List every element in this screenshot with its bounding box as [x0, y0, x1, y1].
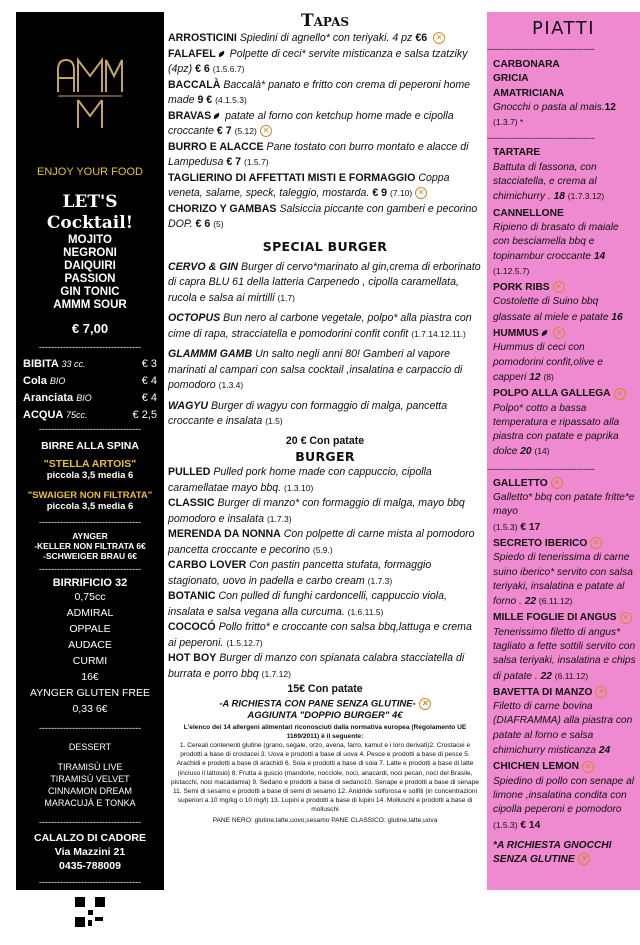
allergen-codes: (1.5.3)	[493, 819, 518, 830]
dish-price: 18	[553, 191, 565, 203]
dish-price: € 14	[520, 819, 541, 831]
tapas-list	[168, 31, 482, 233]
drink-label: Aranciata	[23, 392, 74, 404]
pasta-name: GRICIA	[493, 73, 529, 85]
dish-header	[493, 760, 637, 774]
dish-desc: Gnocchi o pasta al mais.	[493, 101, 605, 113]
dish-name: CARBO LOVER	[168, 559, 247, 571]
allergen-codes: (1.5.6.7)	[212, 64, 245, 74]
cocktail-item: MOJITO	[68, 234, 112, 246]
allergen-codes: (6.11.12)	[538, 596, 573, 607]
dish-price: 16	[611, 311, 623, 323]
burger-item	[168, 527, 482, 558]
special-burger-item	[168, 347, 482, 394]
pasta-block	[487, 58, 640, 130]
dish-desc: Baccalà* panato e fritto con crema di peperoni home made	[168, 78, 471, 106]
dish-desc: Con pastin pancetta stufata, formaggio stagionato, uovo in padella e carbo cream	[168, 559, 432, 587]
divider: ------------------------------------	[487, 463, 595, 474]
piatti-title: PIATTI	[531, 18, 596, 39]
cocktail-title: LET'S Cocktail!	[46, 192, 134, 233]
divider: ----------------------------------	[39, 342, 141, 352]
piatti-item	[487, 387, 640, 459]
dish-price: 24	[598, 745, 611, 757]
tapas-item	[168, 78, 482, 109]
dish-body	[493, 341, 637, 385]
gluten-free-icon: ✕	[433, 32, 445, 44]
piatti-list	[487, 146, 640, 459]
dish-name: PULLED	[168, 466, 211, 478]
piatti-item	[487, 686, 640, 758]
divider: ----------------------------------	[39, 424, 141, 434]
allergen-codes: (5.9.)	[312, 544, 333, 555]
special-price: 20 € Con patate	[285, 434, 365, 447]
birrificio-item: AYNGER GLUTEN FREE	[30, 687, 150, 699]
dish-header	[493, 477, 637, 491]
beer-stella: "STELLA ARTOIS"	[43, 458, 137, 470]
dish-price: 12	[604, 101, 616, 113]
divider: ------------------------------------	[487, 44, 595, 54]
vegetarian-leaf-icon	[213, 112, 221, 119]
tapas-item	[168, 31, 482, 47]
dish-name: WAGYU	[168, 399, 209, 412]
dish-name: BAVETTA DI MANZO	[493, 686, 593, 698]
allergen-codes: (5.12)	[234, 126, 257, 136]
dish-desc: Spiedini di agnello* con teriyaki. 4 pz	[239, 32, 413, 44]
address-street: Via Mazzini 21	[54, 846, 126, 858]
dish-header	[493, 537, 637, 551]
allergen-codes: (1.7.3)	[266, 513, 292, 524]
tapas-item	[168, 47, 482, 78]
dish-desc: Filetto di carne bovina (DIAFRAMMA) alla piastra con patate al forno e salsa chimichurry misticanza	[493, 701, 633, 757]
dish-price: 22	[540, 670, 552, 682]
drink-row	[16, 407, 164, 424]
burger-item	[168, 589, 482, 620]
dish-desc: Spiedo di tenerissima di carne suino iberico* servito con salsa teriyaki, insalatina e patate al forno .	[493, 552, 633, 608]
vegetarian-leaf-icon	[540, 330, 548, 337]
allergen-header: L'elenco dei 14 allergeni alimentari riconosciuti dalla normativa europea (Regolamento UE 1169/2011) è il seguente:	[183, 723, 467, 740]
gluten-free-icon: ✕	[419, 698, 431, 710]
dish-name: HUMMUS	[493, 328, 539, 340]
dessert-item: MARACUJÀ E TONKA	[44, 798, 136, 808]
burger-item	[168, 620, 482, 651]
burger-price: 15€ Con patate	[287, 683, 363, 695]
allergen-codes: (1.6.11.5)	[347, 606, 384, 617]
dish-body	[493, 551, 637, 609]
dish-header	[493, 281, 637, 295]
dish-name: BRAVAS	[168, 109, 212, 122]
dish-body	[493, 626, 637, 684]
allergen-codes: (7.10)	[390, 188, 413, 198]
allergen-codes: (1.7.14.12.11.)	[411, 328, 466, 339]
dish-desc: Tenerissimo filetto di angus* tagliato a fette sottili servito con salsa teriyaki, insalatina e chips di patate .	[493, 626, 636, 682]
dish-header	[493, 611, 637, 625]
dish-name: TARTARE	[493, 147, 541, 159]
allergen-codes: (1.5.7)	[244, 157, 269, 167]
dish-name: BACCALÀ	[168, 78, 221, 91]
dish-body	[493, 700, 637, 758]
pasta-name: CARBONARA	[493, 59, 560, 70]
piatti-item	[487, 760, 640, 832]
dish-body	[493, 295, 637, 325]
allergen-codes: (5)	[213, 219, 224, 229]
dish-name: CANNELLONE	[493, 207, 564, 219]
piatti-item	[487, 207, 640, 279]
allergen-codes: (1.3.10)	[284, 482, 314, 493]
drink-note: 33 cc.	[61, 359, 86, 369]
dish-price: € 9	[372, 187, 388, 199]
birrificio-item: OPPALE	[69, 623, 111, 635]
cocktail-item: PASSION	[64, 273, 116, 285]
dish-name: BOTANIC	[168, 590, 216, 602]
dish-body	[493, 161, 637, 205]
dish-price: 20	[520, 446, 532, 458]
burger-item	[168, 651, 482, 682]
dish-name: CERVO & GIN	[168, 260, 239, 273]
allergen-codes: (1.7.3.12)	[567, 191, 605, 202]
gluten-free-icon: ✕	[620, 612, 632, 624]
drink-row	[16, 356, 164, 373]
allergen-codes: (8)	[543, 371, 554, 382]
dish-name: CHICHEN LEMON	[493, 761, 580, 773]
tapas-item	[168, 202, 482, 233]
dish-header	[493, 327, 637, 341]
dish-header	[493, 146, 637, 160]
cocktail-list	[16, 234, 164, 312]
drink-row	[16, 373, 164, 390]
cocktail-item: AMMM SOUR	[53, 299, 127, 311]
drink-name	[23, 373, 65, 390]
divider: ------------------------------------	[487, 133, 595, 144]
gluten-free-icon: ✕	[614, 388, 626, 400]
dish-desc: Burger di wagyu con formaggio di malga, pancetta croccante e insalata	[168, 399, 448, 427]
tapas-item	[168, 171, 482, 202]
gluten-free-icon: ✕	[551, 477, 563, 489]
gluten-free-icon: ✕	[590, 537, 602, 549]
dish-desc: Costolette di Suino bbq glassate al miele e patate	[493, 296, 609, 323]
dish-price: € 6	[195, 63, 210, 75]
dish-header	[493, 686, 637, 700]
dish-name: CLASSIC	[168, 497, 215, 509]
dish-header	[493, 387, 637, 401]
dish-name: GLAMMM GAMB	[168, 348, 253, 360]
dish-name: FALAFEL	[168, 47, 216, 60]
beer-swaiger: "SWAIGER NON FILTRATA"	[27, 490, 153, 501]
dish-price: 12	[529, 371, 541, 383]
special-burger-item	[168, 260, 482, 307]
dish-price: 14	[593, 250, 606, 262]
special-burger-title: SPECIAL BURGER	[262, 238, 388, 254]
dish-body	[493, 491, 637, 535]
birrificio-item: ADMIRAL	[66, 607, 114, 619]
birrificio-item: 0,75cc	[74, 591, 106, 603]
dish-price: € 6	[195, 218, 211, 230]
dish-name: PORK RIBS	[493, 282, 550, 294]
dish-desc: Bun nero al carbone vegetale, polpo* alla piastra con cime di rapa, stracciatella e pomodorini confit confit	[168, 312, 472, 340]
dessert-title: DESSERT	[68, 742, 112, 752]
drink-price: € 2,5	[132, 409, 157, 421]
drink-note: BIO	[76, 393, 92, 403]
dish-name: TAGLIERINO DI AFFETTATI MISTI E FORMAGGIO	[168, 171, 416, 184]
dish-name: POLPO ALLA GALLEGA	[493, 388, 611, 400]
burger-item	[168, 465, 482, 496]
drink-label: BIBITA	[23, 358, 59, 370]
drink-note: 75cc.	[66, 410, 88, 420]
amm-logo-icon	[50, 52, 130, 132]
dish-name: BURRO E ALACCE	[168, 140, 264, 153]
dish-price: 22	[524, 596, 537, 608]
allergen-codes: (14)	[534, 446, 550, 457]
dish-name: ARROSTICINI	[168, 32, 237, 44]
dish-price: € 7	[226, 156, 242, 168]
dish-header	[493, 207, 637, 221]
left-column	[16, 12, 164, 945]
gluten-free-icon: ✕	[553, 281, 565, 293]
dish-body	[493, 402, 637, 460]
drink-label: ACQUA	[23, 409, 63, 421]
special-burger-list	[168, 260, 482, 430]
birrificio-item: CURMI	[72, 655, 108, 667]
dish-price: 9 €	[197, 94, 213, 106]
allergen-codes: (1.12.5.7)	[493, 265, 530, 276]
dish-body	[493, 775, 637, 833]
divider: ----------------------------------	[39, 817, 141, 827]
drink-price: € 4	[141, 375, 157, 387]
dish-desc: Battuta di fassona, con stacciatella, e crema al chimichurry .	[493, 161, 597, 203]
pasta-name: AMATRICIANA	[493, 87, 565, 99]
dessert-list	[16, 761, 164, 809]
tapas-item	[168, 109, 482, 140]
special-burger-item	[168, 399, 482, 430]
beer-swaiger-sizes: piccola 3,5 media 6	[46, 501, 134, 512]
ayinger-schweiger: -SCHWEIGER BRAU 6€	[43, 551, 137, 561]
dish-desc: Pane tostato con burro montato e alacce di Lampedusa	[168, 140, 469, 168]
allergen-codes: (1.5.12.7)	[226, 637, 263, 648]
allergen-codes: (1.3.7) *	[493, 117, 524, 128]
drink-label: Cola	[23, 375, 47, 387]
dish-name: CHORIZO Y GAMBAS	[168, 202, 277, 215]
gluten-free-icon: ✕	[415, 187, 427, 199]
dish-name: HOT BOY	[168, 652, 217, 664]
dish-name: MILLE FOGLIE DI ANGUS	[493, 612, 617, 624]
gluten-free-icon: ✕	[582, 761, 594, 773]
cocktail-item: GIN TONIC	[60, 286, 120, 298]
tapas-title: Tapas	[300, 11, 350, 31]
drink-price: € 3	[141, 358, 157, 370]
birrificio-list	[16, 589, 164, 717]
allergen-list: 1. Cereali contenenti glutine (grano, segale, orzo, avena, farro, kamut e i loro derivati)2. Crostacei e prodotti a base di crostacei 3. Uova e prodotti a base di uova 4. Pesce e prodotti a base di pesce 5. Arachidi e prodotti a base di arachidi 6. Soia e prodotti a base di soia 7. Latte e prodotti a base di latte (incluso il lattosio) 8. Frutta a guscio (mandorle, nocciole, noci, anacardi, noci pecan, noci del Brasile, pistacchi, noci macadamia) 9. Sedano e prodotti a base di sedano10. Senape e prodotti a base di senape 11. Semi di sesamo e prodotti a base di semi di sesamo 12. Anidride solforosa e solfiti (in concentrazioni superiori a 10 mg/kg o 10 mg/l) 13. Lupini e prodotti a base di lupini 14. Molluschi e prodotti a base di molluschi	[171, 741, 479, 814]
burger-list	[168, 465, 482, 682]
dish-body	[493, 221, 637, 279]
drink-name	[23, 390, 92, 407]
allergen-codes: (1.3.4)	[218, 380, 244, 390]
drink-price: € 4	[141, 392, 157, 404]
allergen-codes: (1.7.3)	[367, 575, 393, 586]
piatti-item	[487, 327, 640, 385]
logo	[50, 52, 130, 130]
dish-price: €6	[415, 32, 428, 44]
qr-code-icon[interactable]	[73, 895, 107, 929]
gluten-note: -A RICHIESTA CON PANE SENZA GLUTINE- ✕ AGGIUNTA "DOPPIO BURGER" 4€	[168, 698, 482, 721]
divider: ----------------------------------	[39, 723, 141, 733]
dish-desc: Burger di manzo con spianata calabra stacciatella di burrata e porro bbq	[168, 652, 465, 680]
burger-item	[168, 558, 482, 589]
dish-desc: Coppa veneta, salame, speck, taleggio, mostarda.	[168, 171, 450, 199]
dish-desc: Salsiccia piccante con gamberi e pecorino DOP.	[168, 202, 478, 230]
piatti-item	[487, 477, 640, 535]
allergen-codes: (1.7)	[277, 292, 295, 303]
dish-name: SECRETO IBERICO	[493, 537, 588, 549]
cocktail-price: € 7,00	[71, 321, 109, 336]
dish-desc: Hummus di ceci con pomodorini confit,olive e capperi	[493, 342, 603, 383]
allergen-codes: (4.1.5.3)	[215, 95, 247, 105]
dish-desc: Polpette di ceci* servite misticanza e salsa tzatziky (4pz)	[168, 47, 468, 75]
dish-desc: Un salto negli anni 80! Gamberi al vapore marinati al campari con salsa cocktail ,insalatina e carpaccio di pomodoro	[168, 348, 463, 391]
dish-name: COCOCÓ	[168, 621, 216, 633]
birrificio-item: AUDACE	[68, 639, 112, 651]
phone: 0435-788009	[59, 860, 121, 872]
middle-column	[168, 12, 482, 890]
dessert-item: CINNAMON DREAM	[47, 786, 132, 796]
cocktail-item: NEGRONI	[63, 247, 117, 259]
gluten-free-icon: ✕	[578, 853, 590, 865]
dish-desc: Ripieno di brasato di maiale con besciamella bbq e topinambur croccante	[493, 221, 619, 262]
piatti-item	[487, 281, 640, 325]
address-city: CALALZO DI CADORE	[34, 832, 146, 844]
gluten-free-icon: ✕	[595, 686, 607, 698]
dish-name: OCTOPUS	[168, 312, 221, 324]
gluten-free-icon: ✕	[260, 125, 272, 137]
dish-desc: Polpo* cotto a bassa temperatura e ripassato alla piastra con patate e paprika dolce	[493, 402, 620, 458]
dessert-item: TIRAMISÙ VELVET	[50, 774, 130, 784]
dish-desc: Pollo fritto* e croccante con salsa bbq,lattuga e crema ai peperoni.	[168, 621, 472, 649]
bread-allergen-note: PANE NERO: glutine,latte,uovo,sesamo PANE CLASSICO: glutine,latte,uova	[212, 816, 438, 824]
tagline: ENJOY YOUR FOOD	[37, 166, 143, 178]
dish-desc: Spiedino di pollo con senape al limone ,insalatina condita con cipolla peperoni e pomodoro	[493, 775, 635, 816]
piatti-item	[487, 146, 640, 204]
drink-name	[23, 407, 88, 424]
allergen-codes: (1.5.3)	[493, 521, 518, 532]
allergen-codes: (6.11.12)	[554, 670, 589, 681]
cocktail-item: DAIQUIRI	[64, 260, 116, 272]
ayinger-keller: -KELLER NON FILTRATA 6€	[34, 541, 146, 551]
dish-desc: Burger di cervo*marinato al gin,crema di erborinato di capra BLU 61 della latteria Carpenedo , cipolla caramellata, rucola e salsa ai mirtilli	[168, 260, 481, 304]
piatti-item	[487, 611, 640, 683]
dish-desc: Con polpette di carne mista al pomodoro pancetta croccante e pecorino	[168, 528, 475, 556]
beer-title: BIRRE ALLA SPINA	[41, 440, 139, 452]
drinks-list	[16, 356, 164, 424]
dish-desc: Pulled pork home made con cappuccio, cipolla caramellatae mayo bbq.	[168, 466, 432, 494]
special-burger-item	[168, 311, 482, 342]
gluten-free-icon: ✕	[553, 327, 565, 339]
piatti-list-2	[487, 477, 640, 833]
beer-stella-sizes: piccola 3,5 media 6	[46, 470, 134, 481]
tapas-item	[168, 140, 482, 171]
dish-desc: Galletto* bbq con patate fritte*e mayo	[493, 492, 635, 518]
app-download[interactable]: SCARICA LA NOSTRA APP!	[35, 935, 145, 945]
dish-price: € 7	[216, 125, 232, 137]
birrificio-item: 16€	[81, 671, 99, 683]
dish-name: MERENDA DA NONNA	[168, 528, 281, 540]
dish-desc: Burger di manzo* con formaggio di malga, mayo bbq pomodoro e insalata	[168, 497, 465, 525]
divider: ----------------------------------	[39, 564, 141, 574]
drink-name	[23, 356, 86, 373]
dish-desc: patate al forno con ketchup home made e cipolla croccante	[168, 109, 454, 137]
divider: ----------------------------------	[39, 877, 141, 887]
dish-desc: Con pulled di funghi cardoncelli, cappuccio viola, insalata e salsa vegana alla curcuma.	[168, 590, 447, 618]
vegetarian-leaf-icon	[217, 50, 225, 57]
burger-title: BURGER	[295, 449, 355, 464]
dish-price: € 17	[520, 521, 541, 533]
gluten-free-gnocchi-note: *A RICHIESTA GNOCCHI SENZA GLUTINE ✕	[493, 839, 612, 866]
allergen-codes: (1.7.12)	[261, 668, 291, 679]
pasta-desc	[493, 101, 637, 131]
divider: ----------------------------------	[39, 517, 141, 527]
drink-note: BIO	[49, 376, 66, 386]
dessert-item: TIRAMISÙ LIVE	[57, 762, 123, 772]
drink-row	[16, 390, 164, 407]
ayinger-title: AYNGER	[72, 531, 108, 541]
piatti-item	[487, 537, 640, 609]
burger-item	[168, 496, 482, 527]
allergen-codes: (1.5)	[265, 416, 283, 426]
right-column	[487, 12, 640, 890]
birrificio-item: 0,33 6€	[72, 703, 108, 715]
dish-name: GALLETTO	[493, 477, 548, 489]
birrificio-title: BIRRIFICIO 32	[52, 577, 128, 589]
